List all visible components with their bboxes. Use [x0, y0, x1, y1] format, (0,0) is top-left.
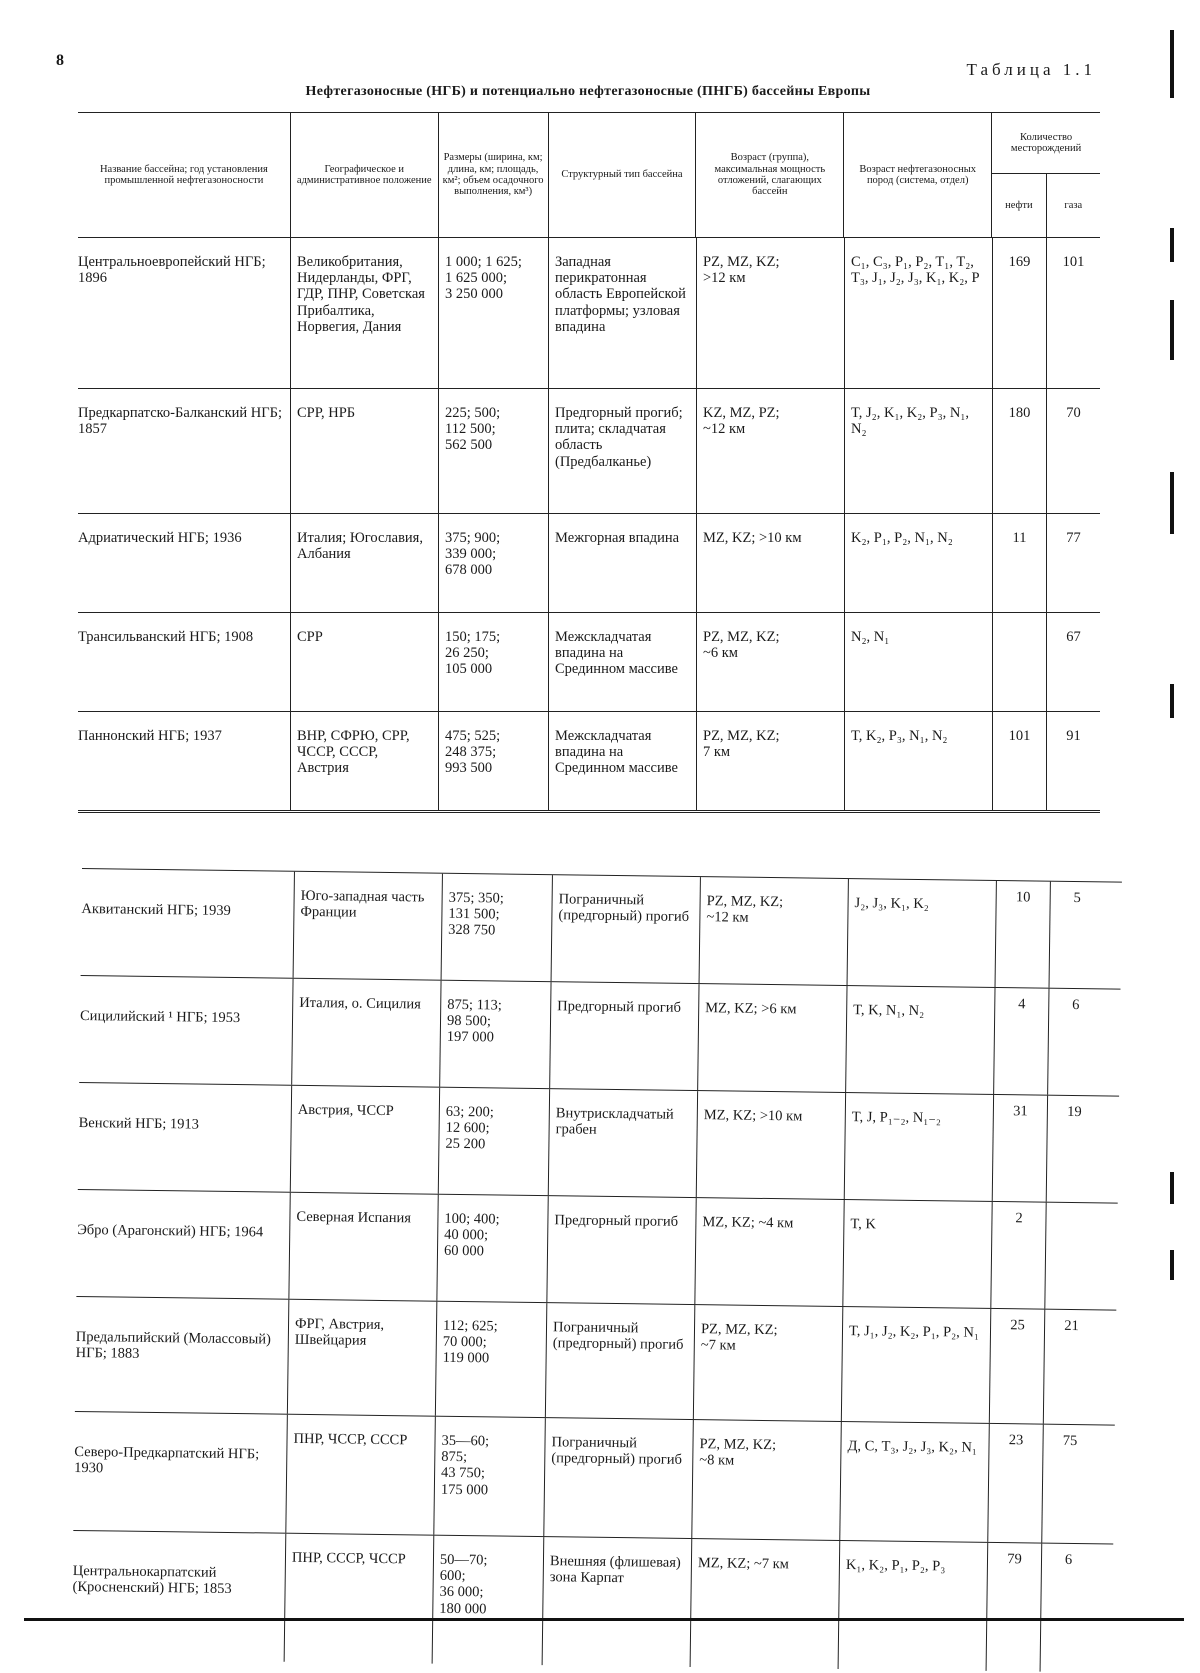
cell-name: Центральноевропейский НГБ; 1896 [78, 254, 266, 287]
scan-edge-mark [1170, 30, 1174, 98]
header-structure: Структурный тип бассейна [548, 113, 696, 237]
cell-age: PZ, MZ, KZ; ~12 км [699, 877, 848, 985]
cell-size: 35—60; 875; 43 750; 175 000 [433, 1417, 545, 1536]
cell-name: Паннонский НГБ; 1937 [78, 728, 222, 744]
cell-structure: Предгорный прогиб; плита; складчатая область (Предбалканье) [548, 389, 696, 513]
cell-structure: Внутрискладчатый грабен [548, 1089, 697, 1197]
cell-rocks: N₂, N₁ [844, 613, 992, 711]
cell-name: Предальпийский (Молассовый) НГБ; 1883 [75, 1328, 272, 1363]
cell-gas: 70 [1046, 389, 1100, 513]
cell-age: PZ, MZ, KZ; ~8 км [691, 1420, 841, 1540]
table-row [75, 1296, 1116, 1425]
cell-structure: Межгорная впадина [548, 514, 696, 612]
cell-structure: Предгорный прогиб [549, 982, 698, 1090]
cell-size: 100; 400; 40 000; 60 000 [436, 1195, 547, 1302]
table-part-2 [72, 868, 1122, 1673]
table-part-1 [78, 112, 1100, 811]
cell-gas: 77 [1046, 514, 1100, 612]
cell-location: СРР, НРБ [290, 389, 438, 513]
cell-oil: 31 [992, 1095, 1047, 1202]
cell-oil: 169 [992, 238, 1046, 388]
cell-structure: Межскладчатая впадина на Срединном массиве [548, 613, 696, 711]
cell-rocks: T, J, P₁₋₂, N₁₋₂ [844, 1093, 993, 1201]
cell-rocks: T, K, N₁, N₂ [845, 986, 994, 1094]
cell-rocks: T, J₁, J₂, K₂, P₁, P₂, N₁ [841, 1307, 990, 1423]
cell-size: 875; 113; 98 500; 197 000 [439, 981, 550, 1088]
table-row [78, 514, 1100, 613]
cell-name: Эбро (Арагонский) НГБ; 1964 [77, 1221, 264, 1241]
cell-structure: Межскладчатая впадина на Срединном массиве [548, 712, 696, 810]
scan-edge-mark [1170, 1250, 1174, 1280]
cell-oil: 23 [987, 1424, 1043, 1543]
cell-name: Северо-Предкарпатский НГБ; 1930 [74, 1443, 260, 1477]
cell-gas: 67 [1046, 613, 1100, 711]
table-row [78, 389, 1100, 514]
scan-edge-mark [1170, 300, 1174, 360]
table-row [78, 238, 1100, 389]
scan-edge-mark [1170, 228, 1174, 262]
scan-edge-mark [1170, 472, 1174, 534]
cell-rocks: Д, С, T₃, J₂, J₃, K₂, N₁ [839, 1422, 989, 1542]
cell-age: MZ, KZ; ~7 км [690, 1539, 840, 1669]
cell-structure: Пограничный (предгорный) прогиб [545, 1303, 694, 1419]
table-row [78, 613, 1100, 712]
cell-gas: 5 [1049, 882, 1104, 989]
page-bottom-rule [24, 1618, 1184, 1621]
scan-edge-mark [1170, 684, 1174, 718]
cell-location: Италия, о. Сицилия [291, 979, 440, 1087]
cell-gas: 6 [1040, 1544, 1096, 1673]
cell-age: PZ, MZ, KZ; 7 км [696, 712, 844, 810]
cell-rocks: K₁, K₂, P₁, P₂, P₃ [838, 1541, 988, 1671]
cell-gas: 101 [1046, 238, 1100, 388]
cell-gas: 75 [1041, 1425, 1097, 1544]
header-oil: нефти [1005, 199, 1033, 211]
cell-age: MZ, KZ; >10 км [696, 514, 844, 612]
cell-rocks: T, K [842, 1200, 991, 1308]
cell-structure: Пограничный (предгорный) прогиб [543, 1418, 693, 1538]
cell-location: СРР [290, 613, 438, 711]
header-size: Размеры (ширина, км; длина, км; площадь, км²; объем осадочного выполнения, км³) [438, 113, 548, 237]
cell-gas: 21 [1043, 1310, 1098, 1425]
cell-location: Австрия, ЧССР [290, 1086, 439, 1194]
cell-location: Италия; Югославия, Албания [290, 514, 438, 612]
table-row [78, 1082, 1119, 1203]
cell-structure: Предгорный прогиб [546, 1196, 695, 1304]
scan-edge-mark [1170, 1172, 1174, 1204]
cell-oil: 180 [992, 389, 1046, 513]
cell-gas [1044, 1203, 1099, 1310]
cell-name: Венский НГБ; 1913 [78, 1114, 200, 1133]
cell-oil: 79 [986, 1543, 1042, 1672]
header-name: Название бассейна; год установления промышленной нефтегазоносности [99, 163, 268, 186]
cell-name: Адриатический НГБ; 1936 [78, 530, 242, 546]
cell-location: Северная Испания [288, 1193, 437, 1301]
header-count-group [991, 113, 1100, 237]
cell-oil: 2 [990, 1202, 1045, 1309]
cell-rocks: C₁, C₃, P₁, P₂, T₁, T₂, T₃, J₁, J₂, J₃, K₁, K₂, P [844, 238, 992, 388]
page-number: 8 [56, 52, 64, 69]
cell-age: KZ, MZ, PZ; ~12 км [696, 389, 844, 513]
cell-location: ПНР, ЧССР, СССР [285, 1415, 435, 1535]
cell-structure: Западная перикратонная область Европейской платформы; узловая впадина [548, 238, 696, 388]
cell-structure: Внешняя (флишевая) зона Карпат [542, 1537, 692, 1667]
cell-age: MZ, KZ; ~4 км [694, 1198, 843, 1306]
table-label: Таблица 1.1 [966, 60, 1096, 79]
cell-oil [992, 613, 1046, 711]
cell-location: Юго-западная часть Франции [293, 872, 442, 980]
cell-size: 475; 525; 248 375; 993 500 [438, 712, 548, 810]
cell-size: 225; 500; 112 500; 562 500 [438, 389, 548, 513]
header-location: Географическое и административное положение [290, 113, 438, 237]
cell-size: 375; 900; 339 000; 678 000 [438, 514, 548, 612]
table-part-1-end-rule [78, 812, 1100, 813]
cell-structure: Пограничный (предгорный) прогиб [551, 875, 700, 983]
cell-rocks: T, K₂, P₃, N₁, N₂ [844, 712, 992, 810]
table-row [72, 1530, 1114, 1673]
cell-age: PZ, MZ, KZ; ~6 км [696, 613, 844, 711]
cell-gas: 91 [1046, 712, 1100, 810]
table-title: Нефтегазоносные (НГБ) и потенциально нефтегазоносные (ПНГБ) бассейны Европы [305, 84, 871, 99]
table-row [79, 975, 1120, 1096]
cell-name: Сицилийский ¹ НГБ; 1953 [79, 1007, 241, 1027]
cell-name: Трансильванский НГБ; 1908 [78, 629, 254, 645]
cell-age: PZ, MZ, KZ; ~7 км [693, 1305, 842, 1421]
cell-gas: 6 [1047, 989, 1102, 1096]
cell-location: ПНР, СССР, ЧССР [284, 1534, 434, 1664]
header-count: Количество месторождений [992, 113, 1100, 174]
cell-oil: 4 [993, 988, 1048, 1095]
header-age: Возраст (группа), максимальная мощность отложений, слагающих бассейн [695, 113, 843, 237]
cell-size: 1 000; 1 625; 1 625 000; 3 250 000 [438, 238, 548, 388]
cell-gas: 19 [1046, 1096, 1101, 1203]
table-row [73, 1411, 1114, 1544]
cell-size: 112; 625; 70 000; 119 000 [435, 1302, 546, 1417]
cell-name: Аквитанский НГБ; 1939 [81, 900, 231, 919]
header-rocks: Возраст нефтегазоносных пород (система, отдел) [843, 113, 991, 237]
cell-oil: 101 [992, 712, 1046, 810]
cell-size: 375; 350; 131 500; 328 750 [441, 874, 552, 981]
cell-name: Предкарпатско-Балканский НГБ; 1857 [78, 405, 282, 438]
cell-oil: 10 [995, 881, 1050, 988]
cell-oil: 25 [989, 1309, 1044, 1424]
cell-rocks: J₂, J₃, K₁, K₂ [847, 879, 996, 987]
table-row [76, 1189, 1117, 1310]
header-gas: газа [1046, 174, 1100, 237]
cell-location: Великобритания, Нидерланды, ФРГ, ГДР, ПНР, Советская Прибалтика, Норвегия, Дания [290, 238, 438, 388]
cell-rocks: T, J₂, K₁, K₂, P₃, N₁, N₂ [844, 389, 992, 513]
cell-name: Центральнокарпатский (Кросненский) НГБ; 1853 [72, 1562, 232, 1598]
cell-age: MZ, KZ; >6 км [697, 984, 846, 1092]
table-row [81, 868, 1122, 989]
table-header [78, 112, 1100, 238]
cell-size: 63; 200; 12 600; 25 200 [438, 1088, 549, 1195]
cell-rocks: K₂, P₁, P₂, N₁, N₂ [844, 514, 992, 612]
cell-age: PZ, MZ, KZ; >12 км [696, 238, 844, 388]
cell-age: MZ, KZ; >10 км [696, 1091, 845, 1199]
cell-size: 50—70; 600; 36 000; 180 000 [432, 1536, 544, 1665]
cell-size: 150; 175; 26 250; 105 000 [438, 613, 548, 711]
cell-location: ФРГ, Австрия, Швейцария [287, 1300, 436, 1416]
table-row [78, 712, 1100, 811]
cell-oil: 11 [992, 514, 1046, 612]
cell-location: ВНР, СФРЮ, СРР, ЧССР, СССР, Австрия [290, 712, 438, 810]
